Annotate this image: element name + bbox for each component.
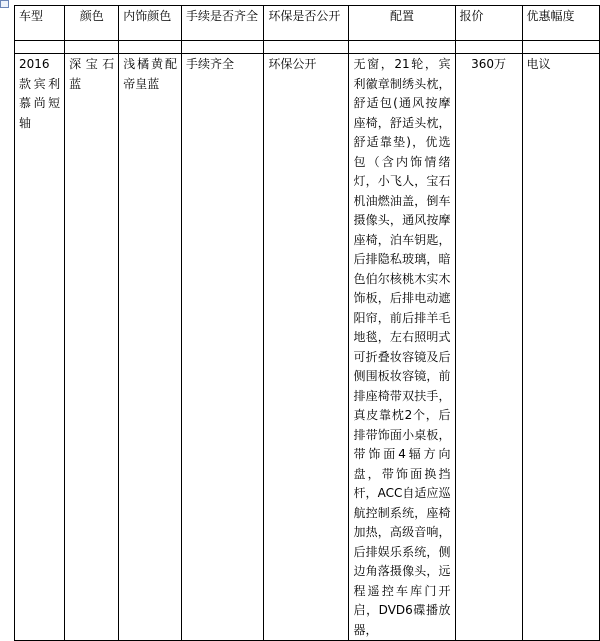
header-env: 环保是否公开 <box>264 6 349 41</box>
header-discount: 优惠幅度 <box>522 6 599 41</box>
cell-interior: 浅橘黄配帝皇蓝 <box>119 54 182 641</box>
table-row <box>15 54 600 641</box>
header-paperwork: 手续是否齐全 <box>182 6 264 41</box>
car-listing-table <box>14 5 600 641</box>
cell-paperwork: 手续齐全 <box>182 54 264 641</box>
spacer-row <box>15 41 600 54</box>
header-interior: 内饰颜色 <box>119 6 182 41</box>
table-header-row <box>15 6 600 41</box>
header-color: 颜色 <box>65 6 119 41</box>
corner-icon <box>0 0 9 8</box>
header-model: 车型 <box>15 6 65 41</box>
cell-price: 360万 <box>455 54 522 641</box>
header-price: 报价 <box>455 6 522 41</box>
cell-env: 环保公开 <box>264 54 349 641</box>
cell-config: 无窗，21轮，宾利徽章制绣头枕，舒适包(通风按摩座椅，舒适头枕，舒适靠垫)，优选包（含内饰情绪灯，小飞人，宝石机油燃油盖，倒车摄像头，通风按摩座椅，泊车钥匙，后排隐私玻璃，暗色伯尔核桃木实木饰板，后排电动遮阳帘，前后排羊毛地毯，左右照明式可折叠妆容镜及后侧围板妆容镜，前排座椅带双扶手，真皮靠枕2个，后排带饰面小桌板，带饰面4辐方向盘，带饰面换挡杆，ACC自适应巡航控制系统，座椅加热，高级音响，后排娱乐系统，侧边角落摄像头，远程遥控车库门开启，DVD6碟播放器， <box>349 54 455 641</box>
cell-discount: 电议 <box>522 54 599 641</box>
header-config: 配置 <box>349 6 455 41</box>
cell-model: 2016款宾利慕尚短轴 <box>15 54 65 641</box>
cell-color: 深宝石蓝 <box>65 54 119 641</box>
